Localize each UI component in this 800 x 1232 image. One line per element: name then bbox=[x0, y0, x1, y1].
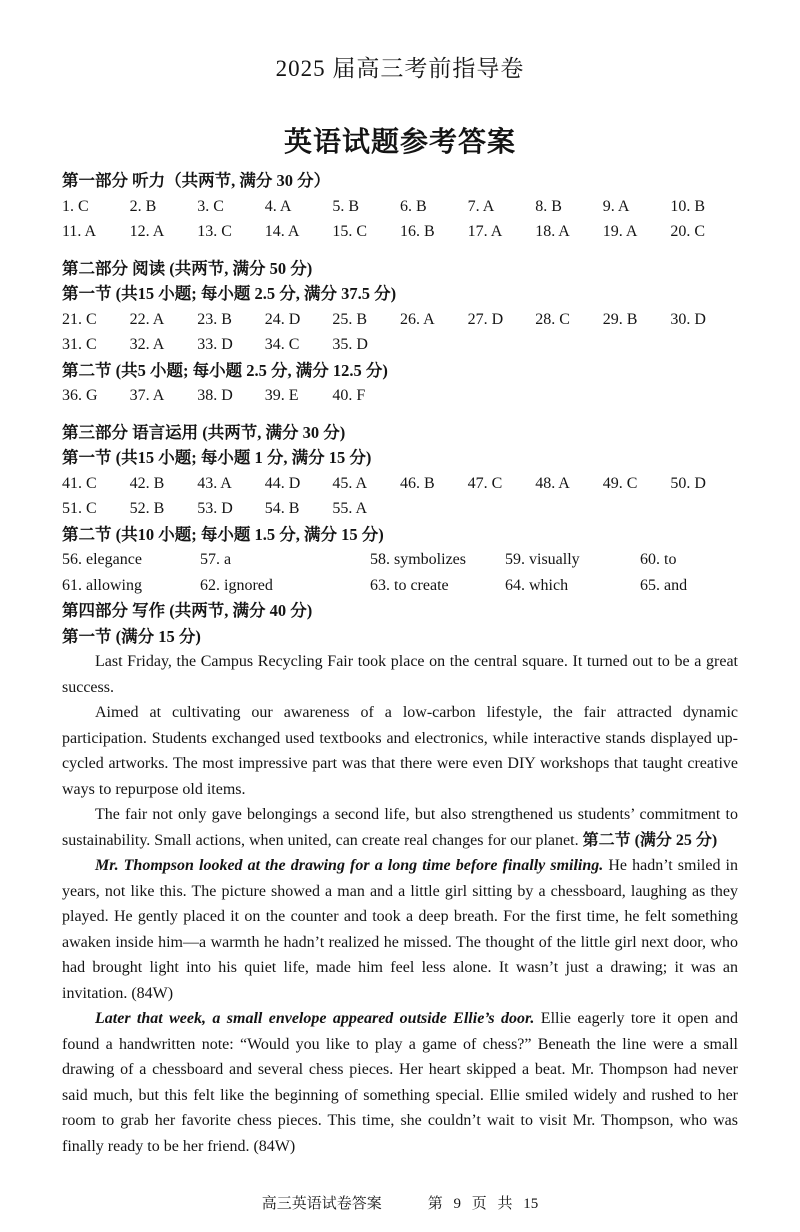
answer-item: 2. B bbox=[129, 197, 157, 215]
answer-item: 38. D bbox=[197, 387, 233, 404]
answer-item: 40. F bbox=[332, 387, 366, 404]
essay2-paragraph-1 bbox=[62, 853, 738, 1006]
essay2-paragraph-1-text: He hadn’t smiled in years, not like this. The picture showed a man and a little girl sitting by a chessboard, laughing as they played. He gently placed it on the counter and took a deep breath. For the first time, he felt something awaken inside him—a warmth he hadn’t realized he missed. The thought of the little girl next door, who had brought light into his quiet life, made him feel less alone. It wasn’t just a drawing; it was an invitation. (84W) bbox=[62, 857, 739, 1002]
answer-item: 10. B bbox=[670, 197, 706, 215]
answer-item: 25. B bbox=[332, 310, 368, 328]
answer-item: 34. C bbox=[264, 336, 300, 353]
answer-item: 39. E bbox=[264, 387, 299, 404]
answer-item: 33. D bbox=[197, 336, 233, 353]
answer-item: 26. A bbox=[399, 310, 435, 328]
answer-item: 8. B bbox=[535, 197, 562, 215]
doc-subtitle: 英语试题参考答案 bbox=[283, 126, 516, 157]
answer-item: 11. A bbox=[62, 223, 97, 240]
answer-item: 18. A bbox=[535, 223, 570, 240]
answer-item: 63. to create bbox=[370, 576, 449, 594]
answer-item: 16. B bbox=[399, 223, 435, 240]
part4-section1-note: 第一节 (满分 15 分) bbox=[62, 626, 201, 646]
answer-item: 15. C bbox=[332, 223, 368, 240]
essay1-paragraph-2 bbox=[62, 700, 738, 802]
answer-item: 14. A bbox=[264, 223, 300, 240]
answer-item: 6. B bbox=[399, 197, 427, 215]
part1-header: 第一部分 听力（共两节, 满分 30 分） bbox=[62, 171, 331, 190]
answer-item: 58. symbolizes bbox=[370, 551, 466, 568]
answer-item: 57. a bbox=[200, 551, 232, 568]
answer-item: 48. A bbox=[535, 474, 570, 492]
part2-section2-note: 第二节 (共5 小题; 每小题 2.5 分, 满分 12.5 分) bbox=[62, 360, 388, 380]
answer-item: 60. to bbox=[640, 551, 677, 568]
answer-item: 43. A bbox=[197, 474, 232, 492]
answers-row-51-55 bbox=[62, 496, 738, 522]
doc-title: 2025 届高三考前指导卷 bbox=[275, 56, 525, 81]
essay1-paragraph-1-text: Last Friday, the Campus Recycling Fair took place on the central square. It turned out to be a great success. bbox=[62, 653, 738, 696]
answer-item: 30. D bbox=[670, 310, 706, 328]
essay2-paragraph-1-lead: Mr. Thompson looked at the drawing for a long time before finally smiling. bbox=[95, 857, 604, 874]
answer-item: 42. B bbox=[129, 474, 165, 492]
answer-item: 52. B bbox=[129, 500, 165, 517]
answers-row-11-20 bbox=[62, 219, 738, 245]
answer-item: 46. B bbox=[399, 474, 435, 492]
answers-row-56-60 bbox=[62, 547, 738, 573]
answer-item: 65. and bbox=[640, 576, 688, 594]
answer-item: 32. A bbox=[129, 336, 165, 353]
answer-item: 55. A bbox=[332, 500, 368, 517]
answers-row-1-10 bbox=[62, 194, 738, 220]
answer-item: 4. A bbox=[264, 197, 292, 215]
answer-item: 31. C bbox=[62, 336, 97, 353]
answer-item: 50. D bbox=[670, 474, 706, 492]
answer-item: 59. visually bbox=[505, 551, 580, 568]
answers-row-61-65 bbox=[62, 573, 738, 599]
footer-doc-label: 高三英语试卷答案 bbox=[261, 1196, 382, 1212]
page-footer bbox=[0, 1194, 800, 1214]
answer-item: 27. D bbox=[467, 310, 504, 328]
answer-item: 22. A bbox=[129, 310, 165, 328]
answer-item: 1. C bbox=[62, 197, 89, 215]
answer-item: 41. C bbox=[62, 474, 97, 492]
essay2-paragraph-2-lead: Later that week, a small envelope appeared outside Ellie’s door. bbox=[95, 1010, 535, 1027]
part3-section2-note: 第二节 (共10 小题; 每小题 1.5 分, 满分 15 分) bbox=[62, 524, 384, 544]
answer-item: 24. D bbox=[264, 310, 301, 328]
part3-header: 第三部分 语言运用 (共两节, 满分 30 分) bbox=[62, 422, 346, 442]
part2-section1-note: 第一节 (共15 小题; 每小题 2.5 分, 满分 37.5 分) bbox=[62, 284, 397, 303]
part3-section1-note: 第一节 (共15 小题; 每小题 1 分, 满分 15 分) bbox=[62, 448, 372, 467]
answer-item: 3. C bbox=[197, 197, 224, 215]
answer-item: 64. which bbox=[505, 576, 569, 594]
essay2-paragraph-2-text: Ellie eagerly tore it open and found a handwritten note: “Would you like to play a game of chess?” Beneath the line were a small drawing of a chessboard and several chess pieces. Her heart skipped a beat. Mr. Thompson had never said much, but this felt like the beginning of something special. Ellie smiled widely and rushed to her room to grab her favorite chess pieces. This time, she couldn’t wait to visit Mr. Thompson, who was finally ready to be her friend. (84W) bbox=[62, 1010, 739, 1155]
answers-row-21-30 bbox=[62, 307, 738, 333]
answer-item: 37. A bbox=[129, 387, 165, 404]
answer-item: 56. elegance bbox=[62, 551, 142, 568]
answer-item: 23. B bbox=[197, 310, 232, 328]
answer-item: 51. C bbox=[62, 500, 97, 517]
answer-flow bbox=[62, 168, 738, 1159]
essay1-paragraph-2-text: Aimed at cultivating our awareness of a low-carbon lifestyle, the fair attracted dynamic participation. Students exchanged used textbooks and electronics, while interactive stands displayed up-cycled artworks. The most impressive part was that there were even DIY workshops that taught creative ways to repurpose old items. bbox=[62, 704, 738, 798]
footer-page-label: 第 9 页 共 15 bbox=[427, 1196, 539, 1212]
answer-item: 20. C bbox=[670, 223, 706, 240]
answer-item: 49. C bbox=[602, 474, 638, 492]
answer-item: 54. B bbox=[264, 500, 300, 517]
part4-section2-note: 第二节 (满分 25 分) bbox=[582, 831, 718, 849]
answer-item: 44. D bbox=[264, 474, 301, 492]
answer-item: 45. A bbox=[332, 474, 368, 492]
answer-item: 13. C bbox=[197, 223, 232, 240]
answer-item: 7. A bbox=[467, 197, 495, 215]
answer-item: 21. C bbox=[62, 310, 97, 328]
answer-item: 12. A bbox=[129, 223, 165, 240]
answer-item: 36. G bbox=[62, 387, 98, 404]
essay1-paragraph-1 bbox=[62, 649, 738, 700]
answers-row-36-40 bbox=[62, 383, 738, 409]
answer-item: 47. C bbox=[467, 474, 503, 492]
answer-item: 53. D bbox=[197, 500, 233, 517]
answers-row-31-35 bbox=[62, 332, 738, 358]
answer-item: 5. B bbox=[332, 197, 360, 215]
answers-row-41-50 bbox=[62, 471, 738, 497]
answer-item: 17. A bbox=[467, 223, 503, 240]
answer-item: 9. A bbox=[602, 197, 630, 215]
part2-header: 第二部分 阅读 (共两节, 满分 50 分) bbox=[62, 258, 313, 278]
answer-item: 28. C bbox=[535, 310, 570, 328]
answer-item: 62. ignored bbox=[200, 576, 273, 594]
answer-item: 29. B bbox=[602, 310, 638, 328]
part4-header: 第四部分 写作 (共两节, 满分 40 分) bbox=[62, 601, 313, 620]
essay1-paragraph-3-text: The fair not only gave belongings a second life, but also strengthened us students’ commitment to sustainability. Small actions, when united, can create real changes for our planet. bbox=[62, 806, 738, 849]
essay2-paragraph-2 bbox=[62, 1006, 738, 1159]
essay1-paragraph-3 bbox=[62, 802, 738, 853]
answer-item: 19. A bbox=[602, 223, 638, 240]
answer-item: 61. allowing bbox=[62, 576, 142, 594]
answer-item: 35. D bbox=[332, 336, 368, 353]
